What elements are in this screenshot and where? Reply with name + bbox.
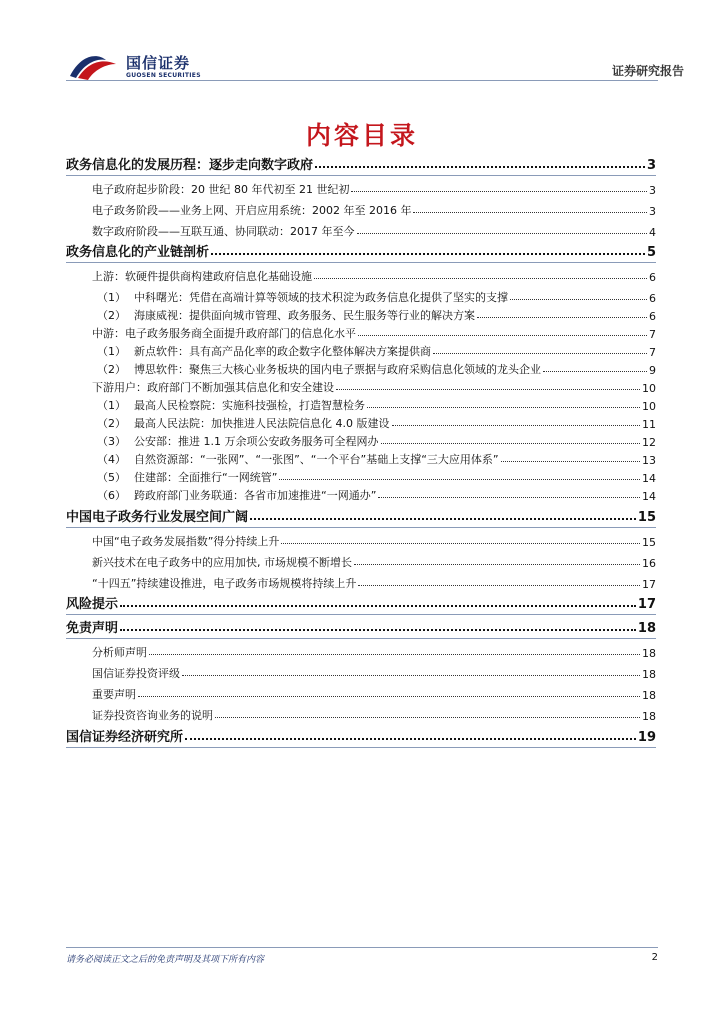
- leader-dots: [120, 629, 636, 631]
- toc-entry-text: 风险提示: [66, 597, 119, 612]
- toc-entry-number: （2）: [97, 417, 126, 430]
- toc-entry[interactable]: [92, 341, 656, 359]
- toc-entry-page: 18: [642, 689, 656, 702]
- toc-entry-text: 公安部：推进 1.1 万余项公安政务服务可全程网办: [134, 435, 379, 448]
- toc-entry-page: 6: [649, 310, 656, 323]
- toc-entry-text: 最高人民检察院：实施科技强检，打造智慧检务: [134, 399, 365, 412]
- leader-dots: [315, 166, 645, 168]
- toc-entry-text: 最高人民法院：加快推进人民法院信息化 4.0 版建设: [134, 417, 390, 430]
- toc-title: 内容目录: [305, 121, 418, 150]
- toc-entry-text: 海康威视：提供面向城市管理、政务服务、民生服务等行业的解决方案: [134, 309, 475, 322]
- toc-entry-text: 住建部：全面推行“一网统管”: [134, 471, 278, 484]
- toc-entry[interactable]: [92, 287, 656, 305]
- leader-dots: [314, 278, 647, 279]
- toc-entry-number: （2）: [97, 309, 126, 322]
- toc-entry-page: 18: [642, 668, 656, 681]
- leader-dots: [279, 479, 640, 480]
- leader-dots: [413, 212, 647, 213]
- leader-dots: [182, 675, 640, 676]
- toc-entry-text: 数字政府阶段——互联互通、协同联动：2017 年至今: [92, 225, 355, 238]
- toc-entry-page: 15: [637, 510, 656, 525]
- leader-dots: [381, 443, 641, 444]
- toc-entry-text: 中国电子政务行业发展空间广阔: [66, 510, 249, 525]
- toc-entry[interactable]: [66, 594, 656, 612]
- logo-name-cn: 国信证券: [126, 54, 191, 72]
- leader-dots: [138, 696, 640, 697]
- toc-entry-text: “十四五”持续建设推进，电子政务市场规模将持续上升: [92, 577, 357, 590]
- leader-dots: [543, 371, 647, 372]
- toc-entry[interactable]: [92, 485, 656, 503]
- toc-entry-number: （6）: [97, 489, 126, 502]
- toc-entry-number: （5）: [97, 471, 126, 484]
- toc-entry-page: 3: [649, 205, 656, 218]
- toc-entry-number: （2）: [97, 363, 126, 376]
- toc-entry-page: 15: [642, 536, 656, 549]
- section-divider: [66, 614, 656, 615]
- toc-entry[interactable]: [66, 618, 656, 636]
- toc-entry-page: 3: [649, 184, 656, 197]
- toc-entry[interactable]: [92, 642, 656, 660]
- logo-name-en: GUOSEN SECURITIES: [126, 72, 201, 79]
- guosen-logo: [66, 48, 206, 88]
- toc-entry-page: 9: [649, 364, 656, 377]
- toc-entry[interactable]: [92, 323, 656, 341]
- toc-entry-text: 中科曙光：凭借在高端计算等领域的技术积淀为政务信息化提供了坚实的支撑: [134, 291, 508, 304]
- leader-dots: [477, 317, 647, 318]
- toc-entry-page: 10: [642, 400, 656, 413]
- toc-entry[interactable]: [92, 179, 656, 197]
- toc-entry-text: 政务信息化的产业链剖析: [66, 245, 210, 260]
- leader-dots: [281, 543, 640, 544]
- header-divider: [66, 80, 658, 81]
- toc-entry[interactable]: [92, 266, 656, 284]
- section-divider: [66, 527, 656, 528]
- toc-entry-page: 16: [642, 557, 656, 570]
- toc-entry-page: 14: [642, 490, 656, 503]
- leader-dots: [354, 564, 640, 565]
- toc-entry[interactable]: [92, 305, 656, 323]
- toc-entry-page: 19: [637, 730, 656, 745]
- toc-entry[interactable]: [66, 155, 656, 173]
- section-divider: [66, 175, 656, 176]
- toc-entry-number: （4）: [97, 453, 126, 466]
- leader-dots: [120, 605, 636, 607]
- section-divider: [66, 638, 656, 639]
- toc-entry[interactable]: [92, 449, 656, 467]
- toc-entry[interactable]: [92, 705, 656, 723]
- toc-entry-text: 新兴技术在电子政务中的应用加快, 市场规模不断增长: [92, 556, 352, 569]
- toc-entry[interactable]: [92, 377, 656, 395]
- leader-dots: [149, 654, 640, 655]
- toc-entry-page: 17: [642, 578, 656, 591]
- toc-entry[interactable]: [66, 507, 656, 525]
- leader-dots: [510, 299, 647, 300]
- leader-dots: [211, 253, 645, 255]
- toc-entry-page: 18: [637, 621, 656, 636]
- toc-entry-text: 政务信息化的发展历程：逐步走向数字政府: [66, 158, 314, 173]
- toc-entry-text: 自然资源部：“一张网”、“一张图”、“一个平台”基础上支撑“三大应用体系”: [134, 453, 499, 466]
- leader-dots: [433, 353, 647, 354]
- page-number: 2: [651, 952, 658, 963]
- toc-entry[interactable]: [92, 573, 656, 591]
- toc-entry[interactable]: [92, 663, 656, 681]
- leader-dots: [351, 191, 647, 192]
- toc-entry-text: 上游：软硬件提供商构建政府信息化基础设施: [92, 270, 312, 283]
- toc-entry-text: 免责声明: [66, 621, 119, 636]
- report-type-label: 证券研究报告: [611, 64, 684, 78]
- section-divider: [66, 262, 656, 263]
- leader-dots: [392, 425, 641, 426]
- toc-entry[interactable]: [92, 221, 656, 239]
- toc-entry-page: 7: [649, 328, 656, 341]
- toc-entry-page: 6: [649, 271, 656, 284]
- leader-dots: [367, 407, 640, 408]
- toc-entry-text: 中国“电子政务发展指数”得分持续上升: [92, 535, 280, 548]
- toc-entry-text: 跨政府部门业务联通：各省市加速推进“一网通办”: [134, 489, 377, 502]
- toc-entry-page: 6: [649, 292, 656, 305]
- toc-entry-text: 电子政府起步阶段：20 世纪 80 年代初至 21 世纪初: [92, 183, 350, 196]
- toc-entry[interactable]: [92, 431, 656, 449]
- footer-disclaimer-note: 请务必阅读正文之后的免责声明及其项下所有内容: [66, 955, 265, 965]
- leader-dots: [250, 518, 636, 520]
- toc-entry-text: 下游用户：政府部门不断加强其信息化和安全建设: [92, 381, 334, 394]
- toc-entry-text: 博思软件：聚焦三大核心业务板块的国内电子票据与政府采购信息化领域的龙头企业: [134, 363, 541, 376]
- toc-entry-page: 10: [642, 382, 656, 395]
- toc-entry[interactable]: [92, 359, 656, 377]
- toc-entry[interactable]: [66, 242, 656, 260]
- toc-entry[interactable]: [92, 531, 656, 549]
- toc-entry-text: 国信证券经济研究所: [66, 730, 184, 745]
- section-divider: [66, 747, 656, 748]
- toc-entry-page: 13: [642, 454, 656, 467]
- footer-divider: [66, 947, 658, 948]
- toc-entry-text: 中游：电子政务服务商全面提升政府部门的信息化水平: [92, 327, 356, 340]
- toc-entry[interactable]: [92, 684, 656, 702]
- toc-entry-number: （1）: [97, 345, 126, 358]
- toc-entry-text: 证券投资咨询业务的说明: [92, 709, 213, 722]
- toc-entry-page: 5: [646, 245, 656, 260]
- toc-entry-page: 17: [637, 597, 656, 612]
- leader-dots: [378, 497, 640, 498]
- toc-entry-number: （1）: [97, 399, 126, 412]
- page-header: [0, 0, 724, 90]
- leader-dots: [358, 335, 647, 336]
- toc-entry[interactable]: [66, 727, 656, 745]
- toc-entry-page: 11: [642, 418, 656, 431]
- leader-dots: [215, 717, 640, 718]
- toc-entry-page: 7: [649, 346, 656, 359]
- toc-entry-page: 3: [646, 158, 656, 173]
- toc-entry-text: 新点软件：具有高产品化率的政企数字化整体解决方案提供商: [134, 345, 431, 358]
- toc-entry[interactable]: [92, 395, 656, 413]
- toc-entry[interactable]: [92, 200, 656, 218]
- toc-entry[interactable]: [92, 467, 656, 485]
- toc-entry-page: 14: [642, 472, 656, 485]
- leader-dots: [501, 461, 640, 462]
- toc-entry-page: 18: [642, 710, 656, 723]
- leader-dots: [357, 233, 648, 234]
- toc-entry-text: 国信证券投资评级: [92, 667, 180, 680]
- toc-entry[interactable]: [92, 413, 656, 431]
- toc-entry-text: 重要声明: [92, 688, 136, 701]
- toc-entry-text: 分析师声明: [92, 646, 147, 659]
- toc-entry-number: （1）: [97, 291, 126, 304]
- toc-entry-number: （3）: [97, 435, 126, 448]
- leader-dots: [336, 389, 640, 390]
- toc-entry[interactable]: [92, 552, 656, 570]
- guosen-logo-mark-icon: [66, 50, 122, 82]
- toc-entry-page: 4: [649, 226, 656, 239]
- leader-dots: [185, 738, 636, 740]
- toc-entry-page: 12: [642, 436, 656, 449]
- leader-dots: [358, 585, 640, 586]
- toc-entry-text: 电子政务阶段——业务上网、开启应用系统：2002 年至 2016 年: [92, 204, 412, 217]
- toc-entry-page: 18: [642, 647, 656, 660]
